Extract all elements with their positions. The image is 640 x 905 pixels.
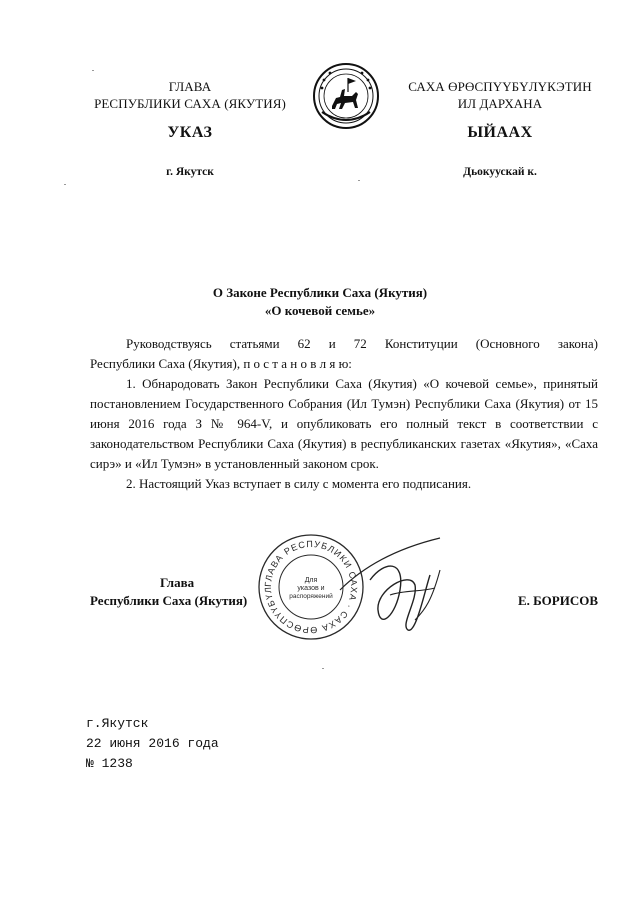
signatory-name: Е. БОРИСОВ <box>517 593 598 608</box>
footer-number: № 1238 <box>86 756 133 771</box>
stamp-center-line2: указов и <box>297 585 325 592</box>
scan-speck <box>358 180 360 181</box>
scan-speck <box>322 668 324 669</box>
city-left: г. Якутск <box>166 166 214 178</box>
intro-line-b: Республики Саха (Якутия), п о с т а н о в л я ю: <box>90 356 352 371</box>
header-right-line1: САХА ӨРӨСПҮҮБҮЛҮКЭТИН <box>408 79 592 94</box>
decree-title-line2: «О кочевой семье» <box>264 303 376 318</box>
header-right-line2: ИЛ ДАРХАНА <box>457 96 543 111</box>
header-left-line2: РЕСПУБЛИКИ САХА (ЯКУТИЯ) <box>94 96 286 111</box>
item-2: 2. Настоящий Указ вступает в силу с момента его подписания. <box>126 476 472 491</box>
footer-date: 22 июня 2016 года <box>86 736 219 751</box>
decree-title <box>0 284 640 320</box>
scan-speck <box>64 184 66 185</box>
footer-city: г.Якутск <box>86 716 149 731</box>
signature-position-line1: Глава <box>160 575 195 590</box>
stamp-center-line3: распоряжений <box>289 593 333 600</box>
scan-speck <box>92 70 94 71</box>
decree-body <box>90 334 598 494</box>
doc-kind-left: УКАЗ <box>167 124 213 141</box>
emblem-icon <box>312 62 380 130</box>
decree-title-line1: О Законе Республики Саха (Якутия) <box>212 285 428 300</box>
footer-registration <box>86 714 346 774</box>
doc-kind-right: ЫЙААХ <box>467 124 533 141</box>
handwritten-signature-icon <box>330 530 470 650</box>
signature-position-line2: Республики Саха (Якутия) <box>90 593 248 608</box>
city-right: Дьокуускай к. <box>463 166 537 178</box>
header-left <box>60 78 320 112</box>
stamp-ring-text: ГЛАВА РЕСПУБЛИКИ САХА · САХА ӨРӨСПҮҮБҮЛ <box>262 538 360 636</box>
intro-line-a: Руководствуясь статьями 62 и 72 Конституции (Основного закона) <box>126 336 598 351</box>
item-1: 1. Обнародовать Закон Республики Саха (Якутия) «О кочевой семье», принятый постановлением Государственного Собрания (Ил Тумэн) Республики Саха (Якутия) от 15 июня 2016 года З № 964-V, и опубликовать его полный текст в соответствии с законодательством Республики Саха (Якутия) в республиканских газетах «Якутия», «Саха сирэ» и «Ил Тумэн» в установленный законом срок. <box>90 376 598 471</box>
header-left-line1: ГЛАВА <box>168 79 212 94</box>
header-right <box>380 78 620 112</box>
stamp-center-line1: Для <box>304 577 318 584</box>
